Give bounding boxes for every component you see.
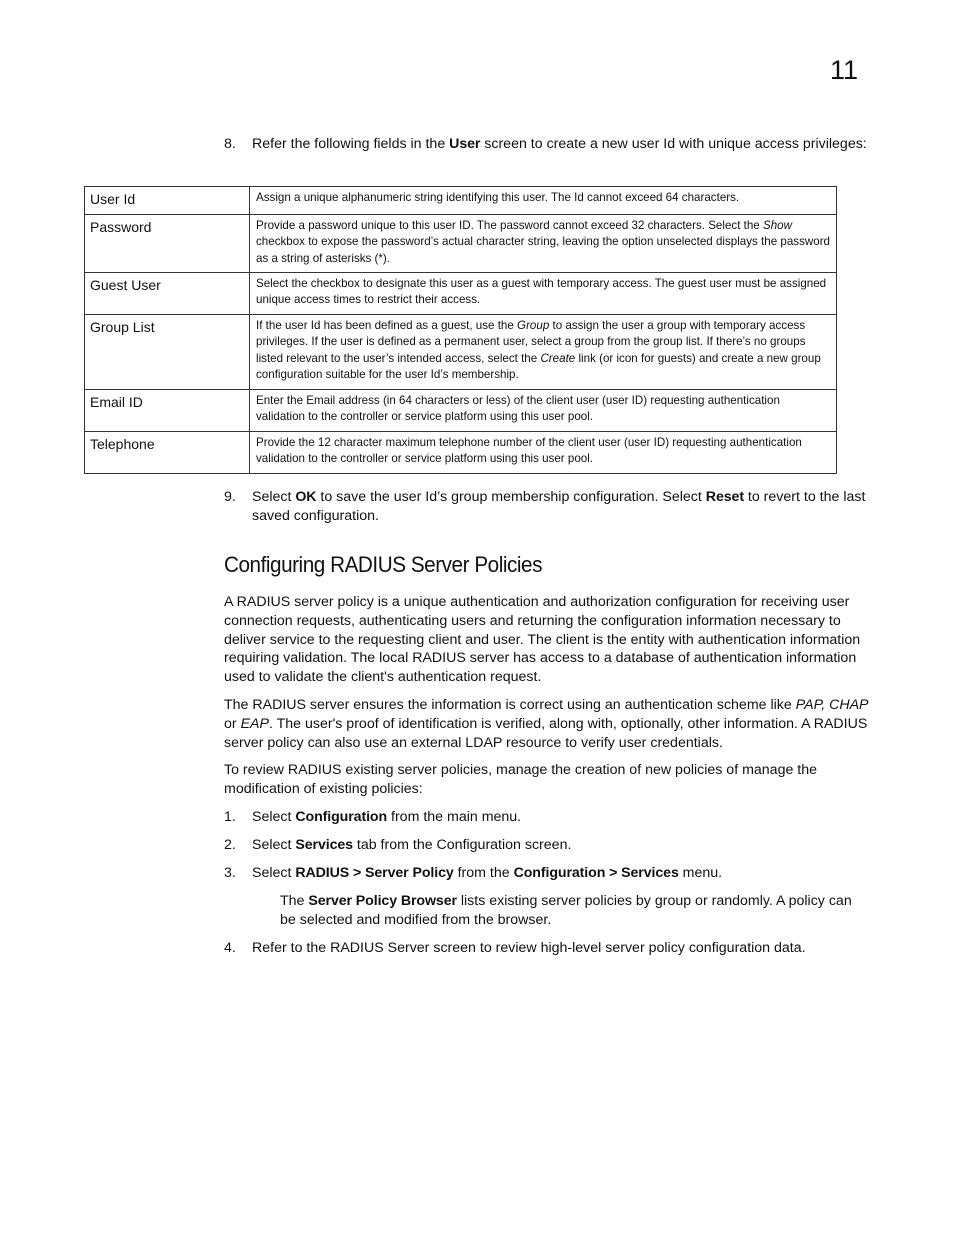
table-row [85, 215, 837, 273]
field-name: Guest User [85, 273, 250, 315]
text-run: The [280, 893, 309, 909]
text-run: to assign the user a group with temporary access privileges. If the user is defined as a permanent user, select a group from the group list. If there’s no groups listed relevant to the user’s intended access, select the [256, 319, 806, 365]
table-row [85, 273, 837, 315]
step-number: 1. [224, 809, 236, 825]
ui-term-user: User [449, 136, 481, 152]
field-description: Select the checkbox to designate this user as a guest with temporary access. The guest user must be assigned unique access times to restrict their access. [250, 273, 837, 315]
ui-term-server-policy-browser: Server Policy Browser [308, 893, 457, 909]
text-run-italic: Group [517, 319, 550, 332]
ui-term-ok: OK [295, 489, 317, 505]
ui-term-configuration: Configuration [295, 809, 388, 825]
text-run: The RADIUS server ensures the information is correct using an authentication scheme like [224, 697, 796, 713]
step-text [252, 488, 869, 526]
paragraph-intro: A RADIUS server policy is a unique authentication and authorization configuration for receiving user connection requests, authenticating users and returning the configuration information necessary to deliver service to the requesting client and user. The client is the entity with authentication information requiring validation. The local RADIUS server has access to a database of authentication information used to validate the client's authentication request. [224, 594, 861, 686]
text-run: link (or icon for guests) and create a new group configuration suitable for the user Id’s membership. [256, 351, 821, 381]
step-number: 4. [224, 940, 236, 956]
step-text [252, 135, 869, 154]
text-run: from the main menu. [387, 809, 522, 825]
text-run: or [224, 715, 241, 732]
text-run: Select [252, 865, 296, 881]
field-name: Group List [85, 315, 250, 390]
step-number: 3. [224, 865, 236, 881]
ui-term-configuration-services: Configuration > Services [513, 865, 679, 881]
text-run: Select [252, 489, 296, 505]
field-description: Enter the Email address (in 64 characters or less) of the client user (user ID) requesting authentication validation to the controller or service platform using this user pool. [250, 390, 837, 432]
ui-term-radius-server-policy: RADIUS > Server Policy [295, 865, 454, 881]
text-run: Select [252, 809, 296, 825]
step-8 [224, 135, 869, 154]
table-row [85, 390, 837, 432]
field-name: User Id [85, 187, 250, 215]
step-9 [224, 488, 869, 526]
text-run: tab from the Configuration screen. [352, 837, 572, 853]
text-run: to revert to the last saved configuration. [252, 489, 866, 524]
text-run: screen to create a new user Id with unique access privileges: [480, 136, 867, 152]
text-run: lists existing server policies by group or randomly. A policy can be selected and modified from the browser. [280, 893, 852, 928]
table-row [85, 432, 837, 474]
step-3 [224, 864, 869, 883]
field-name: Telephone [85, 432, 250, 474]
step-3-note [280, 892, 870, 930]
text-run: Select [252, 837, 296, 853]
ui-term-services: Services [295, 837, 353, 853]
text-run: to save the user Id’s group membership configuration. Select [316, 489, 706, 505]
chapter-number: 11 [830, 55, 859, 85]
field-description: Provide the 12 character maximum telephone number of the client user (user ID) requesting authentication validation to the controller or service platform using this user pool. [250, 432, 837, 474]
step-text [252, 864, 869, 883]
text-run-italic: Show [762, 219, 792, 232]
text-run-italic: Create [540, 351, 576, 365]
field-description [250, 215, 837, 273]
text-run-italic: EAP [240, 715, 269, 732]
table-row [85, 187, 837, 215]
text-run: Refer the following fields in the [252, 136, 450, 152]
text-run: from the [453, 865, 514, 881]
table-row [85, 315, 837, 390]
field-description: Assign a unique alphanumeric string identifying this user. The Id cannot exceed 64 characters. [250, 187, 837, 215]
field-name: Password [85, 215, 250, 273]
step-4 [224, 939, 869, 958]
text-run-italic: PAP, CHAP [795, 697, 869, 713]
text-run: checkbox to expose the password’s actual character string, leaving the option unselected displays the password as a string of asterisks (*). [256, 235, 831, 265]
field-name: Email ID [85, 390, 250, 432]
text-run: menu. [678, 865, 723, 881]
step-text [252, 808, 869, 827]
text-run: Provide a password unique to this user ID. The password cannot exceed 32 characters. Select the [256, 219, 763, 232]
step-number: 2. [224, 837, 236, 853]
ui-term-reset: Reset [705, 489, 744, 505]
user-fields-table [84, 186, 837, 474]
step-2 [224, 836, 869, 855]
field-description [250, 315, 837, 390]
step-number: 9. [224, 489, 236, 505]
step-text: Refer to the RADIUS Server screen to review high-level server policy configuration data. [252, 940, 806, 956]
step-1 [224, 808, 869, 827]
section-heading: Configuring RADIUS Server Policies [224, 552, 542, 577]
step-text [252, 836, 869, 855]
text-run: If the user Id has been defined as a guest, use the [256, 319, 518, 332]
paragraph-auth-scheme [224, 696, 870, 752]
paragraph-review: To review RADIUS existing server policies, manage the creation of new policies of manage the modification of existing policies: [224, 762, 818, 797]
step-number: 8. [224, 136, 236, 152]
text-run: . The user's proof of identification is verified, along with, optionally, other information. A RADIUS server policy can also use an external LDAP resource to verify user credentials. [224, 715, 868, 751]
